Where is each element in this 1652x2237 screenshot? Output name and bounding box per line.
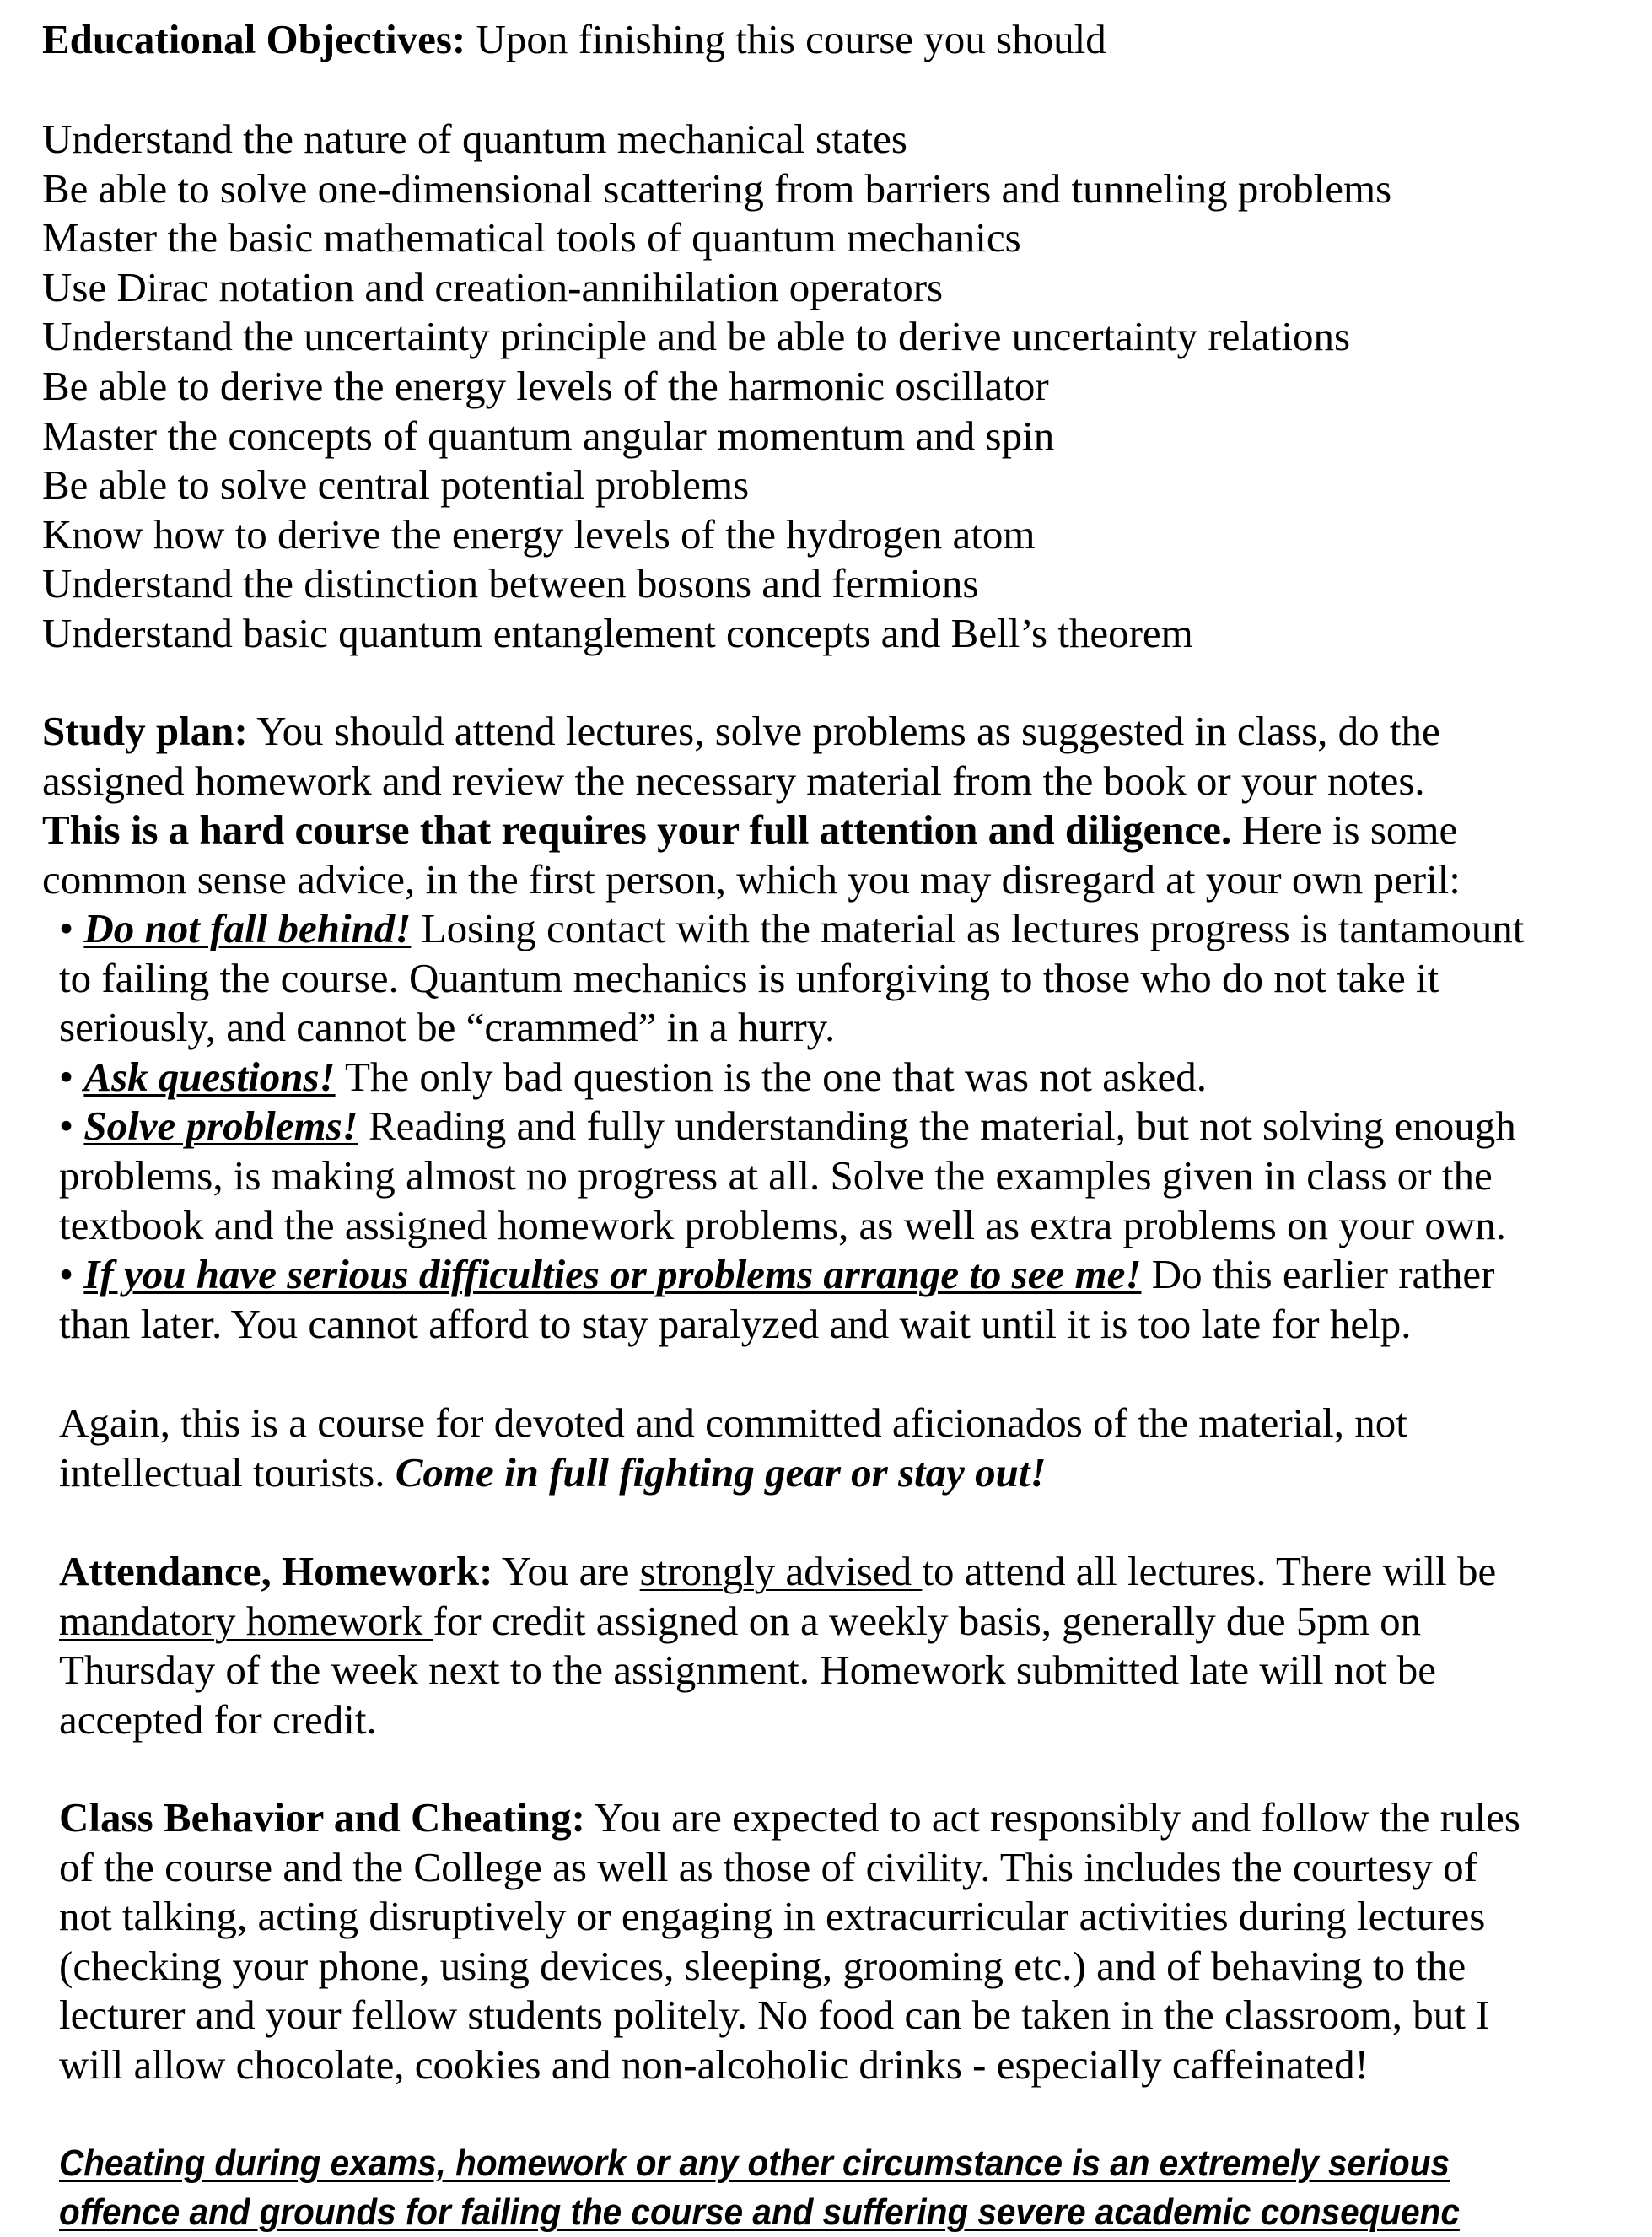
strongly-advised: strongly advised (639, 1548, 923, 1594)
objectives-intro-line (42, 15, 1106, 65)
advice-list: • Do not fall behind! Losing contact with the material as lectures progress is tantamount to failing the course. Quantum mechanics is unforgiving to those who do not take it seriously, and cannot be “crammed” in a hurry. • Ask questions! The only bad question is the one that was not asked. • Solve problems! Reading and fully understanding the material, but not solving enough problems, is making almost no progress at all. Solve the examples given in class or the textbook and the assigned homework problems, as well as extra problems on your own. • If you have serious difficulties or problems arrange to see me! Do this earlier rather than later. You cannot afford to stay paralyzed and wait until it is too late for help. (59, 905, 1525, 1347)
objective-item: Understand the uncertainty principle and be able to derive uncertainty relations (42, 313, 1351, 360)
objective-item: Be able to solve one-dimensional scattering from barriers and tunneling problems (42, 164, 1392, 212)
attendance-section: Attendance, Homework: You are strongly advised to attend all lectures. There will be mandatory homework for credit assigned on a weekly basis, generally due 5pm on Thursday of the week next to the assignment. Homework submitted late will not be accepted for credit. (59, 1548, 1497, 1743)
hard-course-warning: This is a hard course that requires your full attention and diligence. (42, 806, 1232, 854)
advice-emphasis: Solve problems! (83, 1102, 358, 1150)
bullet: • (59, 1053, 74, 1100)
mandatory-homework: mandatory homework (59, 1597, 433, 1644)
cheating-warning: Cheating during exams, homework or any other circumstance is an extremely serious offence and grounds for failing the course and suffering severe academic consequenc (59, 2143, 1460, 2233)
objective-item: Master the concepts of quantum angular momentum and spin (42, 412, 1055, 459)
advice-item: • If you have serious difficulties or problems arrange to see me! Do this earlier rather (59, 1251, 1495, 1298)
objective-item: Understand basic quantum entanglement concepts and Bell’s theorem (42, 609, 1193, 656)
bullet: • (59, 905, 74, 951)
bullet: • (59, 1251, 74, 1298)
advice-item: • Ask questions! The only bad question is the one that was not asked. (59, 1053, 1207, 1100)
bullet: • (59, 1102, 74, 1150)
objectives-section (42, 15, 1106, 65)
study-plan-heading: Study plan: (42, 708, 248, 754)
objective-item: Be able to derive the energy levels of the harmonic oscillator (42, 362, 1049, 409)
study-plan-section: Study plan: You should attend lectures, solve problems as suggested in class, do the assigned homework and review the necessary material from the book or your notes. This is a hard course that requires your full attention and diligence. Here is some common sense advice, in the first person, which you may disregard at your own peril: (42, 708, 1461, 903)
behavior-heading: Class Behavior and Cheating: (59, 1794, 585, 1841)
again-section: Again, this is a course for devoted and committed aficionados of the material, not intellectual tourists. Come in full fighting gear or stay out! (59, 1399, 1407, 1496)
attendance-heading: Attendance, Homework: (59, 1548, 493, 1594)
advice-emphasis: If you have serious difficulties or problems arrange to see me! (83, 1251, 1142, 1298)
objective-item: Understand the distinction between bosons and fermions (42, 560, 979, 607)
objective-item: Master the basic mathematical tools of quantum mechanics (42, 214, 1021, 261)
advice-item: • Do not fall behind! Losing contact with the material as lectures progress is tantamount (59, 905, 1525, 951)
objective-item: Use Dirac notation and creation-annihilation operators (42, 263, 944, 310)
advice-emphasis: Do not fall behind! (83, 905, 412, 951)
advice-item: • Solve problems! Reading and fully understanding the material, but not solving enough (59, 1102, 1516, 1150)
behavior-section: Class Behavior and Cheating: You are expected to act responsibly and follow the rules of the course and the College as well as those of civility. This includes the courtesy of not talking, acting disruptively or engaging in extracurricular activities during lectures (checking your phone, using devices, sleeping, grooming etc.) and of behaving to the lecturer and your fellow students politely. No food can be taken in the classroom, but I will allow chocolate, cookies and non-alcoholic drinks - especially caffeinated! (59, 1794, 1520, 2088)
objectives-intro: Upon finishing this course you should (465, 16, 1106, 62)
objectives-list (42, 115, 1391, 659)
advice-emphasis: Ask questions! (83, 1053, 336, 1100)
fighting-gear-emphasis: Come in full fighting gear or stay out! (395, 1448, 1047, 1496)
objective-item: Know how to derive the energy levels of the hydrogen atom (42, 510, 1036, 558)
objective-item: Understand the nature of quantum mechanical states (42, 116, 907, 162)
objectives-heading: Educational Objectives: (42, 16, 466, 62)
objective-item: Be able to solve central potential problems (42, 461, 750, 509)
